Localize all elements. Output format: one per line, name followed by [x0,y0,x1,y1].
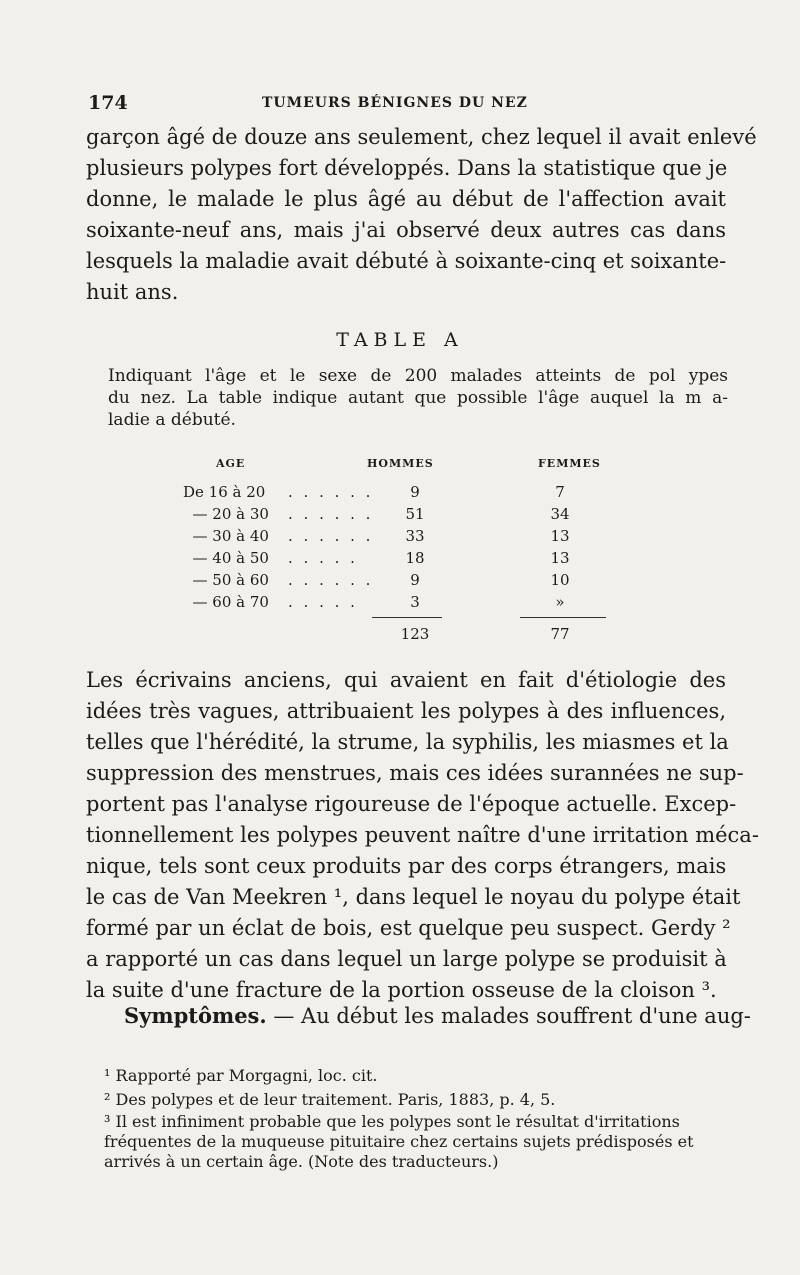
men-count: 51 [405,505,425,523]
symptoms-heading: Symptômes. [124,1003,267,1028]
leader-dots: . . . . . . [288,505,374,523]
caption-line: ladie a débuté. [108,410,236,430]
leader-dots: . . . . . . [288,571,374,589]
paragraph-symptoms [124,1000,751,1032]
women-total: 77 [550,625,570,643]
page-number: 174 [88,92,128,114]
footnote-line: fréquentes de la muqueuse pituitaire chez certains sujets prédisposés et [104,1132,694,1151]
text-line [124,1000,751,1032]
age-range: — 20 à 30 [183,505,269,523]
table-row [0,593,800,615]
men-count: 9 [410,571,420,589]
women-count: 34 [550,505,570,523]
column-header-women: FEMMES [538,457,601,470]
footnote-mark: ² [104,1090,111,1109]
table-title: TABLE A [336,329,464,351]
column-header-age: AGE [216,457,246,470]
table-row [0,527,800,549]
text-line: a rapporté un cas dans lequel un large polype se produisit à [86,947,727,971]
footnote-line: ¹ Rapporté par Morgagni, loc. cit. [104,1066,378,1085]
caption-line: Indiquant l'âge et le sexe de 200 malades atteints de pol ypes [108,366,728,386]
leader-dots: . . . . . . [288,527,374,545]
total-rule-women [520,617,606,618]
leader-dots: . . . . . . [288,483,374,501]
men-count: 33 [405,527,425,545]
text-line: plusieurs polypes fort développés. Dans la statistique que je [86,156,728,180]
women-count: 7 [555,483,565,501]
text-line: donne, le malade le plus âgé au début de l'affection avait [86,187,726,211]
paragraph-etiology [86,665,759,1006]
women-count: » [555,593,565,611]
total-rule-men [372,617,442,618]
leader-dots: . . . . . [288,549,358,567]
column-header-men: HOMMES [367,457,434,470]
text-line: la suite d'une fracture de la portion osseuse de la cloison ³. [86,978,717,1002]
caption-line: du nez. La table indique autant que possible l'âge auquel la m a- [108,388,728,408]
age-range: — 50 à 60 [183,571,269,589]
footnote-line: ³ Il est infiniment probable que les polypes sont le résultat d'irritations [104,1112,680,1131]
age-range: De 16 à 20 [183,483,266,501]
age-range: — 60 à 70 [183,593,269,611]
age-range: — 40 à 50 [183,549,269,567]
table-row [0,483,800,505]
women-count: 13 [550,527,570,545]
women-count: 13 [550,549,570,567]
text-line: le cas de Van Meekren ¹, dans lequel le noyau du polype était [86,885,741,909]
footnote-2 [104,1090,732,1110]
text-line: idées très vagues, attribuaient les polypes à des influences, [86,699,726,723]
footnote-line: ² Des polypes et de leur traitement. Paris, 1883, p. 4, 5. [104,1090,556,1109]
symptoms-text: — Au début les malades souffrent d'une aug- [266,1004,751,1028]
leader-dots: . . . . . [288,593,358,611]
text-line: tionnellement les polypes peuvent naître d'une irritation méca- [86,823,759,847]
running-title: TUMEURS BÉNIGNES DU NEZ [262,95,528,111]
text-line: telles que l'hérédité, la strume, la syphilis, les miasmes et la [86,730,729,754]
table-row [0,571,800,593]
age-range: — 30 à 40 [183,527,269,545]
text-line: suppression des menstrues, mais ces idées surannées ne sup- [86,761,744,785]
text-line: soixante-neuf ans, mais j'ai observé deux autres cas dans [86,218,726,242]
men-count: 3 [410,593,420,611]
text-line: nique, tels sont ceux produits par des corps étrangers, mais [86,854,727,878]
running-header [0,92,800,116]
text-line: formé par un éclat de bois, est quelque peu suspect. Gerdy ² [86,916,731,940]
text-line: garçon âgé de douze ans seulement, chez lequel il avait enlevé [86,125,757,149]
footnote-1 [104,1066,732,1086]
text-line: huit ans. [86,280,179,304]
footnote-line: arrivés à un certain âge. (Note des traducteurs.) [104,1152,499,1171]
table-row [0,549,800,571]
men-count: 9 [410,483,420,501]
footnote-3 [104,1112,732,1172]
footnote-mark: ³ [104,1112,111,1131]
table-caption [108,365,728,431]
women-count: 10 [550,571,570,589]
paragraph-intro [86,122,757,308]
text-line: Les écrivains anciens, qui avaient en fait d'étiologie des [86,668,726,692]
men-count: 18 [405,549,425,567]
text-line: lesquels la maladie avait débuté à soixante-cinq et soixante- [86,249,727,273]
table-row [0,505,800,527]
footnote-mark: ¹ [104,1066,111,1085]
text-line: portent pas l'analyse rigoureuse de l'époque actuelle. Excep- [86,792,737,816]
men-total: 123 [400,625,430,643]
